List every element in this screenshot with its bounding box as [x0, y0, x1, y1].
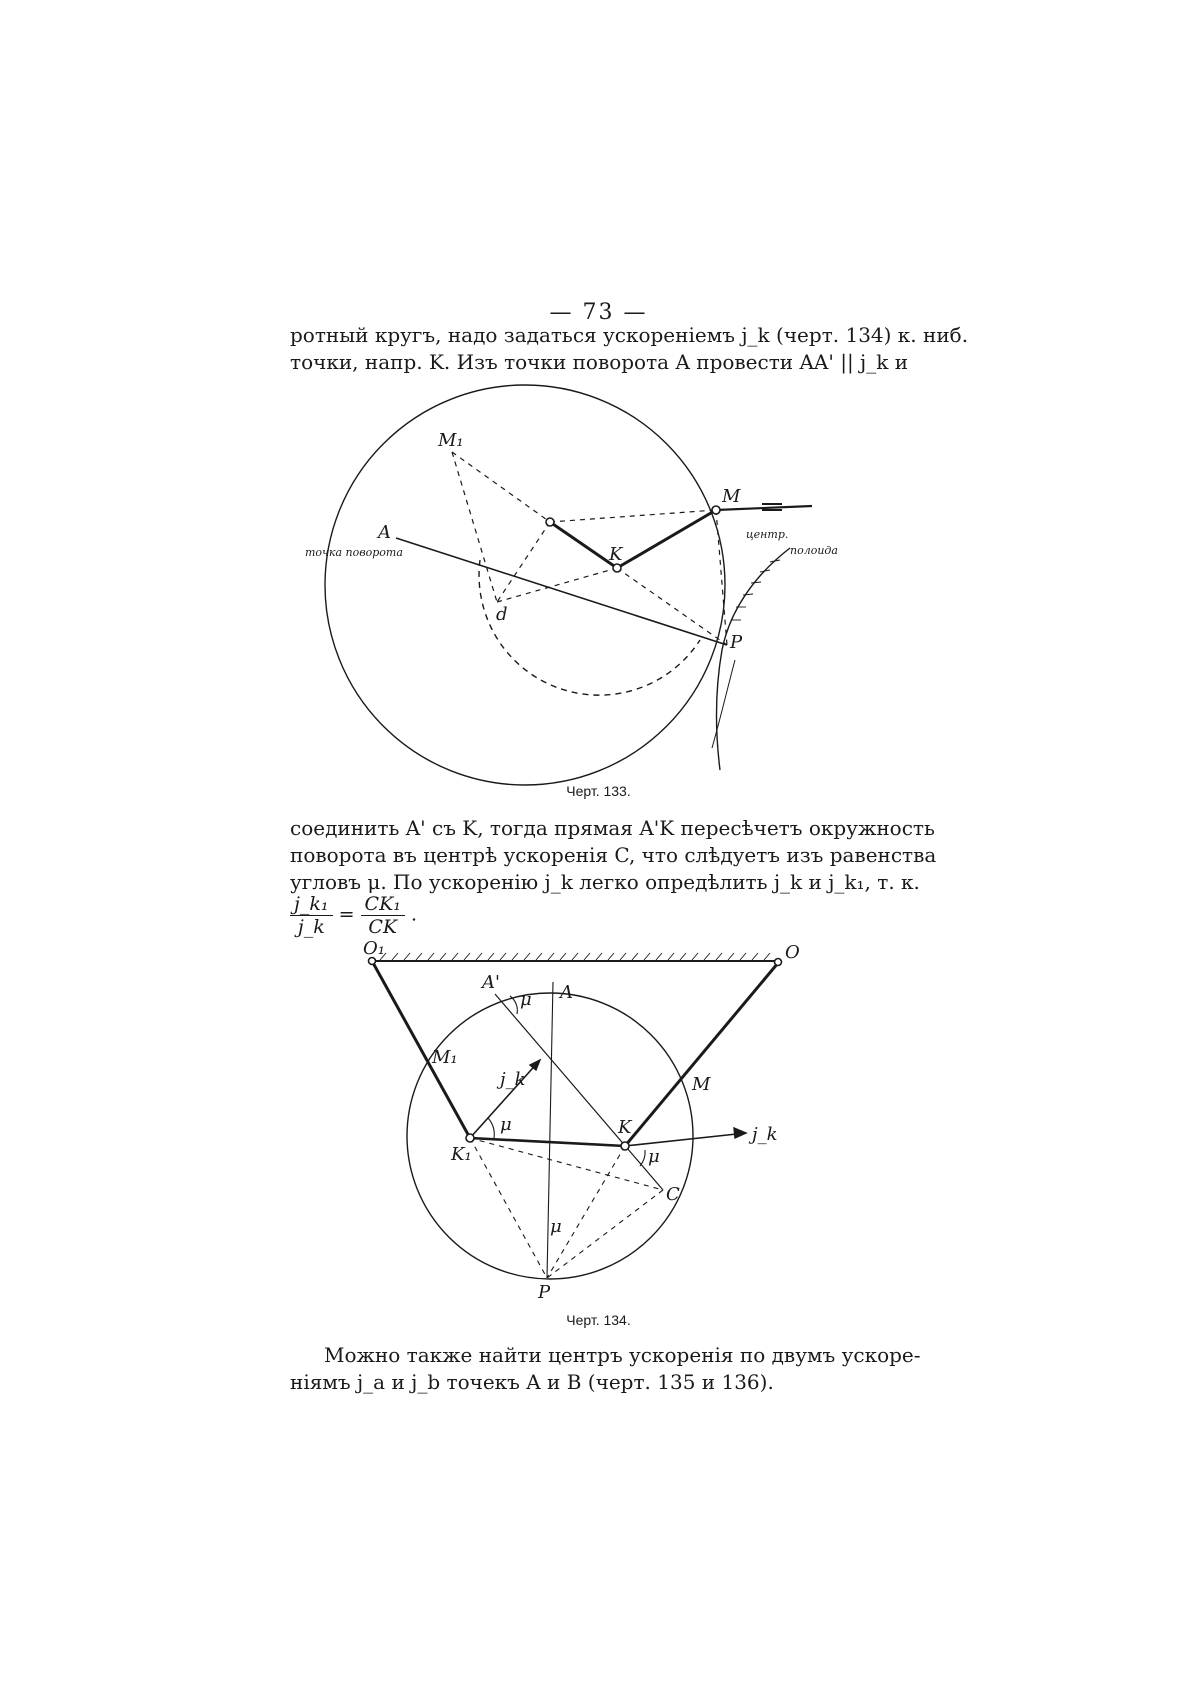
paragraph-1-line: ротный кругъ, надо задаться ускоренiемъ j_k (черт. 134) к. ниб. [290, 323, 969, 347]
paragraph-1-line: точки, напр. K. Изъ точки поворота A провести AA' || j_k и [290, 350, 909, 374]
fig133-label-m: M [722, 486, 741, 507]
paragraph-3-line: Можно также найти центръ ускоренiя по двумъ ускоре- [324, 1343, 921, 1367]
page-number: — 73 — [549, 300, 648, 325]
paragraph-3 [290, 1342, 921, 1396]
fig134-label-mu-bottom: μ [550, 1216, 562, 1237]
fig133-link-1 [550, 522, 617, 568]
fig133-polhode [716, 548, 790, 770]
ratio-formula: $\frac{\text{j\_k₁}}{j\_k}$ = $\frac{\text{CK₁}}{CK}$ . [290, 893, 417, 938]
formula-right-numerator: CK₁ [361, 893, 405, 916]
fig133-line-ap [396, 538, 727, 645]
fig133-centroid-note: центр. [746, 528, 789, 541]
fig134-label-a-prime: A' [482, 972, 500, 993]
paragraph-2 [290, 815, 937, 896]
fig133-label-m1: M₁ [438, 430, 464, 451]
paragraph-2-line: угловъ μ. По ускоренiю j_k легко опредѣлить j_k и j_k₁, т. к. [290, 870, 920, 894]
fig133-label-k: K [609, 544, 623, 565]
paragraph-2-line: поворота въ центрѣ ускоренiя C, что слѣдуетъ изъ равенства [290, 843, 937, 867]
fig134-label-m1: M₁ [432, 1047, 458, 1068]
paragraph-2-line: соединить A' съ K, тогда прямая A'K пересѣчетъ окружность [290, 816, 935, 840]
fig133-turning-circle [325, 385, 725, 785]
fig133-label-a: A [378, 522, 391, 543]
fig133-label-p: P [730, 632, 743, 653]
figure-134-caption: Черт. 134. [566, 1312, 631, 1328]
paragraph-3-line: нiямъ j_a и j_b точекъ A и B (черт. 135 и 136). [290, 1370, 774, 1394]
formula-left-fraction [290, 893, 333, 938]
fig134-label-k: K [618, 1117, 632, 1138]
fig133-pivot-note: точка поворота [305, 546, 403, 559]
fig134-link-k-o [625, 963, 778, 1146]
formula-right-denominator: CK [368, 916, 398, 938]
fig134-label-c: C [666, 1184, 680, 1205]
fig133-polhode-note: полоида [790, 544, 838, 557]
fig134-label-mu-left: μ [500, 1114, 512, 1135]
fig134-label-mu-top: μ [520, 989, 532, 1010]
fig134-label-o1: O₁ [363, 938, 385, 959]
fig134-label-p: P [538, 1282, 551, 1303]
fig134-jk-direction [625, 1133, 746, 1146]
formula-left-denominator: j_k [297, 916, 325, 938]
fig134-label-jk-arrow: j_k [752, 1124, 778, 1145]
fig133-label-d: d [496, 604, 508, 625]
fig133-link-2 [617, 510, 716, 568]
fig134-label-k1: K₁ [451, 1144, 472, 1165]
fig134-label-jk: j_k [500, 1069, 526, 1090]
fig134-label-mu-right: μ [648, 1146, 660, 1167]
fig134-label-a: A [560, 982, 573, 1003]
figure-133-caption: Черт. 133. [566, 783, 631, 799]
formula-left-numerator: j_k₁ [290, 893, 333, 916]
fig134-label-o: O [785, 942, 800, 963]
formula-right-fraction [361, 893, 405, 938]
fig133-dashed-arc [479, 560, 700, 695]
fig134-label-m: M [692, 1074, 711, 1095]
